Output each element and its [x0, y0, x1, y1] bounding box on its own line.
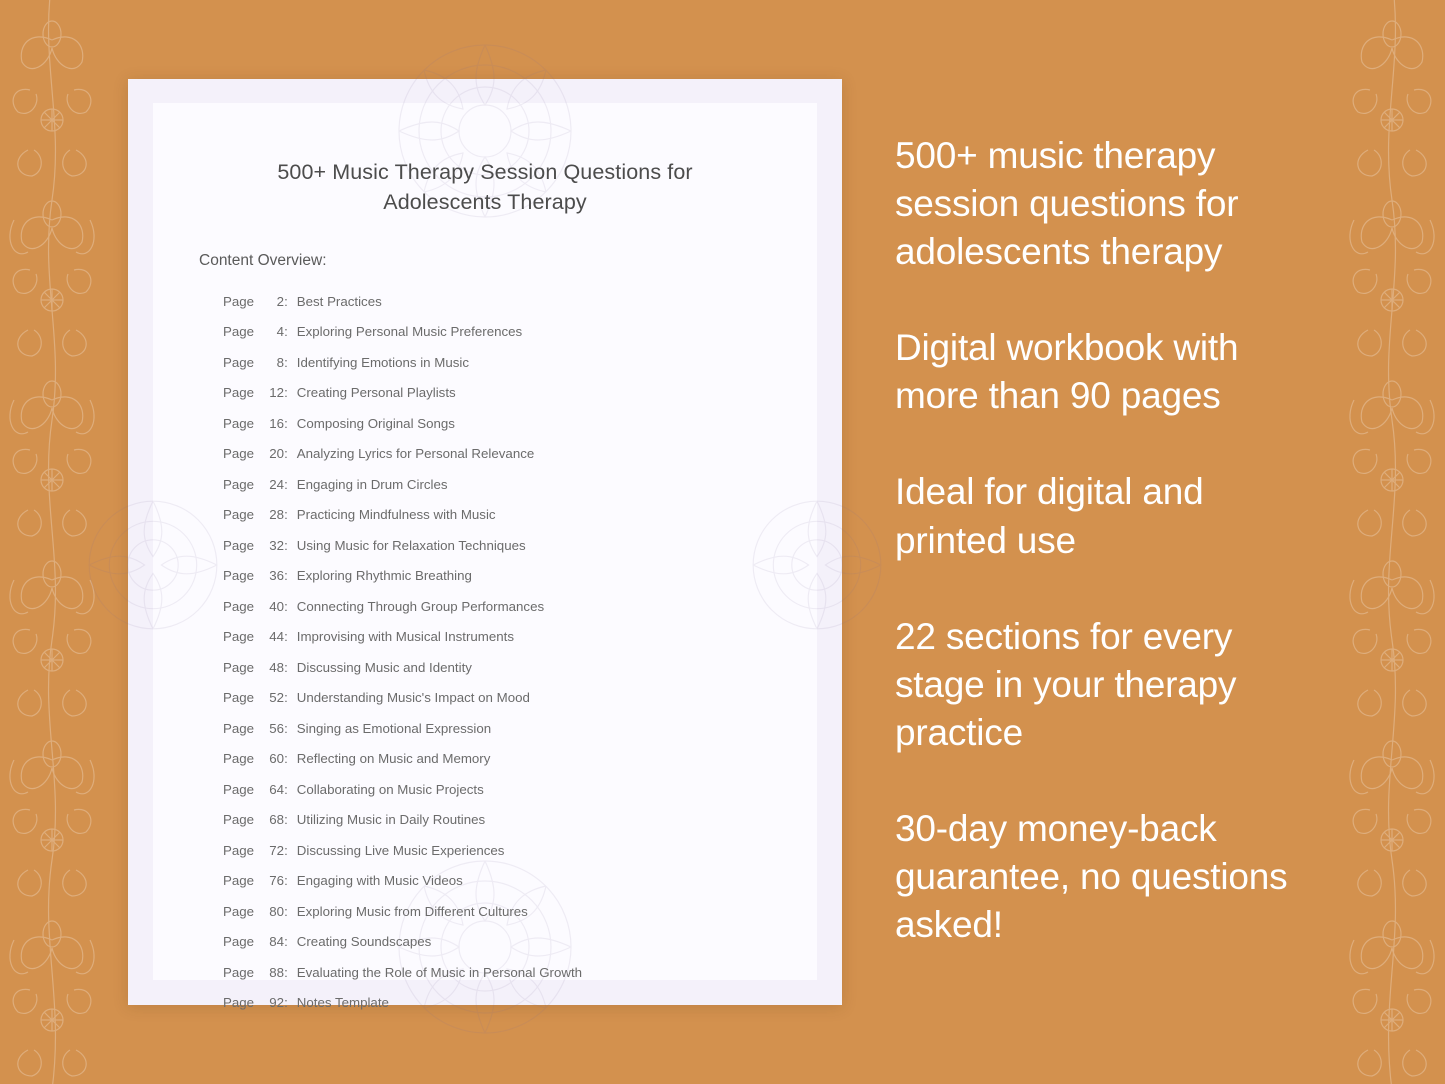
toc-page-word: Page	[223, 629, 255, 645]
toc-entry[interactable]	[223, 347, 817, 377]
toc-entry-title: Singing as Emotional Expression	[296, 720, 492, 736]
toc-entry[interactable]	[223, 987, 817, 1017]
toc-page-word: Page	[223, 446, 255, 462]
toc-separator: :	[284, 995, 288, 1011]
marketing-line: Ideal for digital and printed use	[895, 471, 1204, 561]
toc-entry-title: Composing Original Songs	[296, 415, 455, 431]
toc-entry[interactable]	[223, 744, 817, 774]
floral-border-right	[1340, 0, 1445, 1084]
toc-page-number: 92	[269, 995, 285, 1011]
toc-entry-title: Collaborating on Music Projects	[296, 781, 484, 797]
toc-entry-title: Utilizing Music in Daily Routines	[296, 812, 486, 828]
toc-page-number: 56	[269, 720, 285, 736]
toc-page-number: 32	[269, 537, 285, 553]
toc-page-word: Page	[223, 293, 255, 309]
toc-entry[interactable]	[223, 835, 817, 865]
toc-entry-title: Engaging with Music Videos	[296, 873, 463, 889]
toc-entry[interactable]	[223, 683, 817, 713]
toc-page-word: Page	[223, 659, 255, 675]
toc-entry-title: Improvising with Musical Instruments	[296, 629, 515, 645]
toc-separator: :	[284, 354, 288, 370]
marketing-line: 30-day money-back guarantee, no questions asked!	[895, 807, 1288, 946]
toc-entry-title: Notes Template	[296, 995, 389, 1011]
toc-separator: :	[284, 537, 288, 553]
toc-entry-title: Identifying Emotions in Music	[296, 354, 469, 370]
toc-entry-title: Understanding Music's Impact on Mood	[296, 690, 530, 706]
toc-entry[interactable]	[223, 408, 817, 438]
toc-separator: :	[284, 476, 288, 492]
toc-page-word: Page	[223, 812, 255, 828]
toc-separator: :	[284, 873, 288, 889]
toc-page-word: Page	[223, 568, 255, 584]
toc-page-word: Page	[223, 476, 255, 492]
toc-entry[interactable]	[223, 866, 817, 896]
toc-entry-title: Discussing Music and Identity	[296, 659, 472, 675]
toc-entry[interactable]	[223, 622, 817, 652]
toc-page-word: Page	[223, 781, 255, 797]
toc-page-word: Page	[223, 934, 255, 950]
toc-entry-title: Exploring Personal Music Preferences	[296, 324, 523, 340]
toc-entry-title: Reflecting on Music and Memory	[296, 751, 491, 767]
toc-separator: :	[284, 507, 288, 523]
content-overview-label: Content Overview:	[199, 252, 327, 270]
toc-separator: :	[284, 720, 288, 736]
toc-page-number: 12	[269, 385, 285, 401]
document-preview-card	[128, 79, 842, 1011]
toc-entry[interactable]	[223, 286, 817, 316]
marketing-line: 500+ music therapy session questions for adolescents therapy	[895, 135, 1239, 273]
toc-separator: :	[284, 842, 288, 858]
toc-page-number: 36	[269, 568, 285, 584]
toc-entry-title: Using Music for Relaxation Techniques	[296, 537, 526, 553]
toc-entry[interactable]	[223, 926, 817, 956]
toc-entry[interactable]	[223, 439, 817, 469]
marketing-line: Digital workbook with more than 90 pages	[895, 327, 1239, 417]
toc-entry[interactable]	[223, 713, 817, 743]
toc-page-word: Page	[223, 354, 255, 370]
toc-entry-title: Best Practices	[296, 293, 382, 309]
toc-entry[interactable]	[223, 957, 817, 987]
toc-entry[interactable]	[223, 378, 817, 408]
toc-separator: :	[284, 751, 288, 767]
toc-separator: :	[284, 415, 288, 431]
toc-entry[interactable]	[223, 469, 817, 499]
toc-page-number: 40	[269, 598, 285, 614]
toc-page-word: Page	[223, 324, 255, 340]
toc-entry[interactable]	[223, 805, 817, 835]
toc-separator: :	[284, 812, 288, 828]
toc-page-number: 28	[269, 507, 285, 523]
toc-entry-title: Evaluating the Role of Music in Personal Growth	[296, 964, 583, 980]
toc-page-number: 52	[269, 690, 285, 706]
toc-page-word: Page	[223, 842, 255, 858]
toc-entry-title: Exploring Rhythmic Breathing	[296, 568, 472, 584]
toc-page-number: 4	[276, 324, 285, 340]
toc-entry-title: Practicing Mindfulness with Music	[296, 507, 496, 523]
toc-entry[interactable]	[223, 317, 817, 347]
toc-page-word: Page	[223, 964, 255, 980]
toc-separator: :	[284, 964, 288, 980]
toc-separator: :	[284, 629, 288, 645]
toc-page-word: Page	[223, 507, 255, 523]
toc-entry-title: Creating Personal Playlists	[296, 385, 456, 401]
toc-page-word: Page	[223, 385, 255, 401]
toc-entry[interactable]	[223, 774, 817, 804]
toc-page-word: Page	[223, 598, 255, 614]
toc-page-number: 84	[269, 934, 285, 950]
toc-entry-title: Connecting Through Group Performances	[296, 598, 545, 614]
toc-page-number: 24	[269, 476, 285, 492]
floral-border-left	[0, 0, 105, 1084]
toc-entry-title: Engaging in Drum Circles	[296, 476, 448, 492]
toc-separator: :	[284, 568, 288, 584]
toc-page-word: Page	[223, 903, 255, 919]
toc-entry-title: Creating Soundscapes	[296, 934, 432, 950]
toc-page-word: Page	[223, 720, 255, 736]
toc-entry[interactable]	[223, 500, 817, 530]
toc-separator: :	[284, 446, 288, 462]
toc-entry[interactable]	[223, 896, 817, 926]
toc-page-word: Page	[223, 995, 255, 1011]
toc-separator: :	[284, 781, 288, 797]
toc-page-number: 76	[269, 873, 285, 889]
page-title: 500+ Music Therapy Session Questions for Adolescents Therapy	[277, 160, 693, 214]
toc-page-number: 88	[269, 964, 285, 980]
toc-page-number: 60	[269, 751, 285, 767]
toc-separator: :	[284, 324, 288, 340]
toc-page-number: 20	[269, 446, 285, 462]
toc-entry[interactable]	[223, 561, 817, 591]
toc-page-number: 2	[276, 293, 285, 309]
toc-page-word: Page	[223, 873, 255, 889]
toc-page-number: 68	[269, 812, 285, 828]
toc-page-word: Page	[223, 690, 255, 706]
toc-entry-title: Exploring Music from Different Cultures	[296, 903, 528, 919]
toc-separator: :	[284, 385, 288, 401]
toc-entry[interactable]	[223, 652, 817, 682]
toc-page-word: Page	[223, 415, 255, 431]
toc-page-word: Page	[223, 537, 255, 553]
toc-separator: :	[284, 903, 288, 919]
toc-page-word: Page	[223, 751, 255, 767]
toc-page-number: 8	[276, 354, 285, 370]
marketing-copy	[895, 132, 1325, 949]
document-page	[153, 103, 817, 1011]
toc-separator: :	[284, 659, 288, 675]
toc-page-number: 64	[269, 781, 285, 797]
toc-entry[interactable]	[223, 530, 817, 560]
toc-entry-title: Analyzing Lyrics for Personal Relevance	[296, 446, 535, 462]
toc-separator: :	[284, 934, 288, 950]
toc-separator: :	[284, 690, 288, 706]
toc-separator: :	[284, 598, 288, 614]
toc-page-number: 44	[269, 629, 285, 645]
toc-entry[interactable]	[223, 591, 817, 621]
marketing-line: 22 sections for every stage in your therapy practice	[895, 615, 1237, 753]
toc-page-number: 48	[269, 659, 285, 675]
table-of-contents	[153, 286, 817, 1018]
toc-entry-title: Discussing Live Music Experiences	[296, 842, 505, 858]
toc-separator: :	[284, 293, 288, 309]
toc-page-number: 72	[269, 842, 285, 858]
toc-page-number: 16	[269, 415, 285, 431]
toc-page-number: 80	[269, 903, 285, 919]
